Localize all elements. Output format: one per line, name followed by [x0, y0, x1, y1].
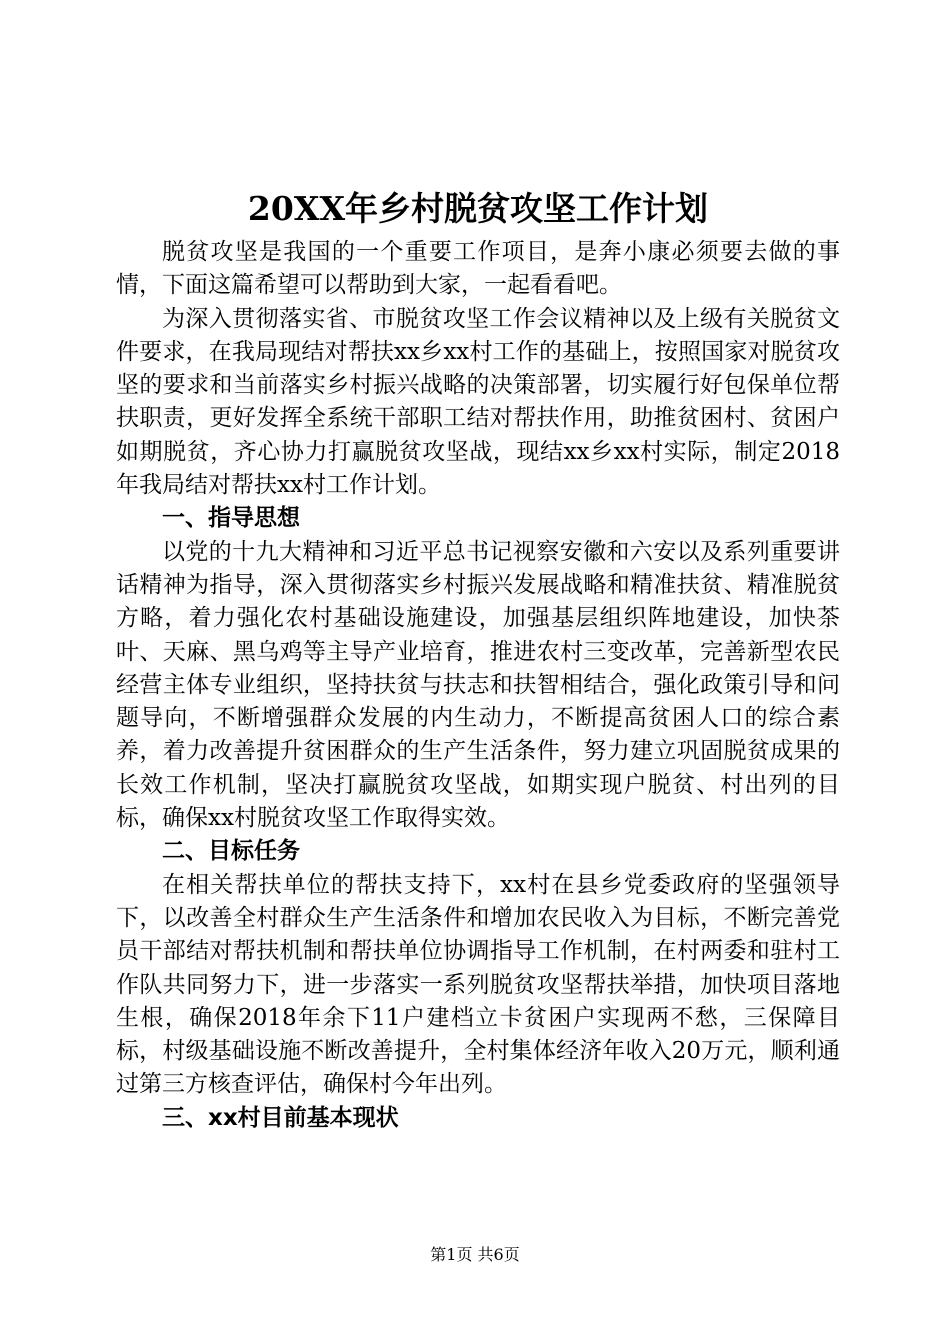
intro-paragraph: 脱贫攻坚是我国的一个重要工作项目，是奔小康必须要去做的事情，下面这篇希望可以帮助到大家，一起看看吧。: [116, 239, 840, 299]
page-footer: [0, 1244, 950, 1266]
document-body: [116, 186, 840, 1135]
guiding-thought-paragraph: 以党的十九大精神和习近平总书记视察安徽和六安以及系列重要讲话精神为指导，深入贯彻落实乡村振兴发展战略和精准扶贫、精准脱贫方略，着力强化农村基础设施建设，加强基层组织阵地建设，加快茶叶、天麻、黑乌鸡等主导产业培育，推进农村三变改革，完善新型农民经营主体专业组织，坚持扶贫与扶志和扶智相结合，强化政策引导和问题导向，不断增强群众发展的内生动力，不断提高贫困人口的综合素养，着力改善提升贫困群众的生产生活条件，努力建立巩固脱贫成果的长效工作机制，坚决打赢脱贫攻坚战，如期实现户脱贫、村出列的目标，确保xx村脱贫攻坚工作取得实效。: [116, 538, 840, 832]
goals-paragraph: 在相关帮扶单位的帮扶支持下，xx村在县乡党委政府的坚强领导下，以改善全村群众生产生活条件和增加农民收入为目标，不断完善党员干部结对帮扶机制和帮扶单位协调指导工作机制，在村两委和驻村工作队共同努力下，进一步落实一系列脱贫攻坚帮扶举措，加快项目落地生根，确保2018年余下11户建档立卡贫困户实现两不愁，三保障目标，村级基础设施不断改善提升，全村集体经济年收入20万元，顺利通过第三方核查评估，确保村今年出列。: [116, 871, 840, 1098]
section-heading-goals: 二、目标任务: [162, 838, 300, 865]
section-heading-current-status: 三、xx村目前基本现状: [162, 1104, 399, 1131]
purpose-paragraph: 为深入贯彻落实省、市脱贫攻坚工作会议精神以及上级有关脱贫文件要求，在我局现结对帮扶xx乡xx村工作的基础上，按照国家对脱贫攻坚的要求和当前落实乡村振兴战略的决策部署，切实履行好包保单位帮扶职责，更好发挥全系统干部职工结对帮扶作用，助推贫困村、贫困户如期脱贫，齐心协力打赢脱贫攻坚战，现结xx乡xx村实际，制定2018年我局结对帮扶xx村工作计划。: [116, 305, 840, 499]
section-heading-guiding-thought: 一、指导思想: [162, 505, 300, 532]
page-number: 第1页 共6页: [430, 1245, 520, 1264]
page-title: 20XX年乡村脱贫攻坚工作计划: [247, 189, 709, 228]
